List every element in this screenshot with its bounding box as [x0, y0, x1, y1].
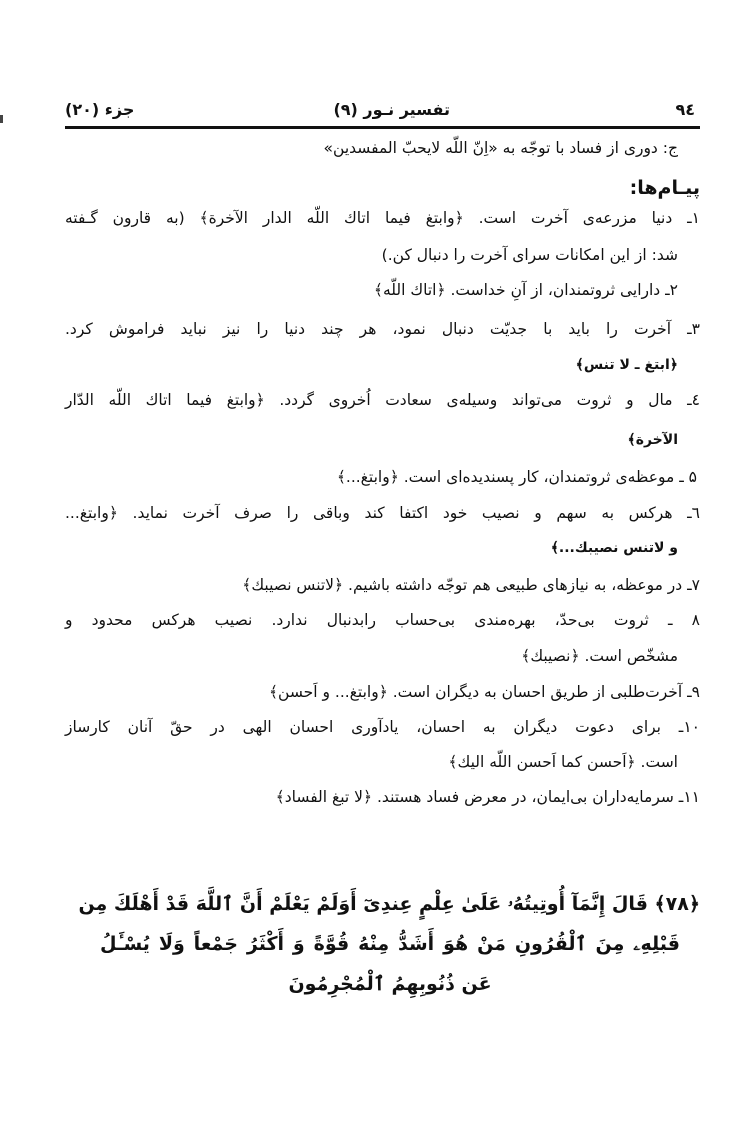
list-item: ۱۱ـ سرمایه‌داران بی‌ایمان، در معرض فساد هستند. ﴿لا تبغ الفساد﴾ — [275, 788, 700, 806]
list-item-continuation: است. ﴿اَحسن کما اَحسن اللّه الیك﴾ — [448, 753, 678, 771]
list-item: ۱ـ دنیا مزرعه‌ی آخرت است. ﴿وابتغ فیما اتاك اللّه الدار الآخرة﴾ (به قارون گـفته — [65, 209, 700, 227]
verse-line: قَبْلِهِۦ مِنَ ٱلْقُرُونِ مَنْ هُوَ أَشَدُّ مِنْهُ قُوَّةً وَ أَكْثَرُ جَمْعاً وَلَا يُسْـَٔلُ — [100, 933, 680, 955]
list-item: ۷ـ در موعظه، به نیازهای طبیعی هم توجّه داشته باشیم. ﴿لاتنس نصیبك﴾ — [242, 576, 700, 594]
verse-line: عَن ذُنُوبِهِمُ ٱلْمُجْرِمُونَ — [288, 973, 492, 995]
page-number: ۹٤ — [675, 100, 695, 119]
list-item: ۹ـ آخرت‌طلبی از طریق احسان به دیگران است. ﴿وابتغ... و اَحسن﴾ — [268, 683, 700, 701]
list-item: ٤ـ مال و ثروت می‌تواند وسیله‌ی سعادت اُخروی گردد. ﴿وابتغ فیما اتاك اللّه الدّار — [65, 391, 700, 409]
list-item: ۳ـ آخرت را باید با جدیّت دنبال نمود، هر چند دنیا را نیز نباید فراموش کرد. — [65, 320, 700, 338]
intro-line: ج: دوری از فساد با توجّه به «اِنّ اللّه لایحبّ المفسدین» — [323, 139, 678, 157]
list-item: ٦ـ هرکس به سهم و نصیب خود اکتفا کند وباقی را صرف آخرت نماید. ﴿وابتغ... — [65, 504, 700, 522]
verse-line: ﴿۷۸﴾ قَالَ إِنَّمَآ أُوتِيتُهُۥ عَلَىٰ عِلْمٍ عِندِىٓ أَوَلَمْ يَعْلَمْ أَنَّ ٱللَّهَ قَدْ أَهْلَكَ مِن — [78, 893, 700, 915]
running-header — [65, 100, 700, 124]
scan-edge-mark — [0, 115, 3, 123]
list-item-continuation: الآخرة﴾ — [627, 432, 678, 448]
list-item-continuation: شد: از این امکانات سرای آخرت را دنبال کن.) — [381, 246, 678, 264]
list-item-continuation: مشخّص است. ﴿نصیبك﴾ — [521, 647, 678, 665]
book-title: تفسیر نـور (۹) — [333, 100, 450, 119]
list-item: ۵ ـ موعظه‌ی ثروتمندان، کار پسندیده‌ای است. ﴿وابتغ...﴾ — [336, 468, 697, 486]
header-rule — [65, 126, 700, 129]
section-title: پیـام‌ها: — [629, 177, 700, 199]
list-item: ۲ـ دارایی ثروتمندان، از آنِ خداست. ﴿اتاك اللّه﴾ — [373, 281, 678, 299]
volume-label: جزء (۲۰) — [65, 100, 135, 119]
list-item: ۸ ـ ثروت بی‌حدّ، بهره‌مندی بی‌حساب رابدنبال ندارد. نصیب هرکس محدود و — [65, 611, 700, 629]
list-item-continuation: ﴿ابتغ ـ لا تنس﴾ — [575, 357, 678, 373]
list-item: ۱۰ـ برای دعوت دیگران به احسان، یادآوری احسان الهی در حقّ آنان کارساز — [65, 718, 700, 736]
list-item-continuation: و لاتنس نصیبك...﴾ — [550, 540, 678, 556]
